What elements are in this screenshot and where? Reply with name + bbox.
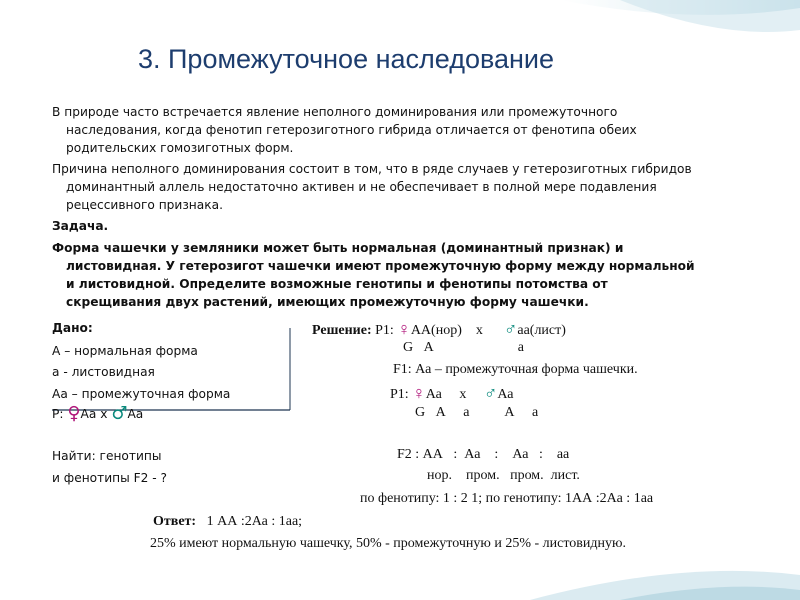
- solution-phen: нор. пром. пром. лист.: [427, 468, 580, 483]
- task-line1: Форма чашечки у земляники может быть нормальная (доминантный признак) и: [52, 241, 624, 255]
- solution-p1: [312, 318, 566, 339]
- find-line2: и фенотипы F2 - ?: [52, 471, 168, 485]
- solution-p1-female: АА(нор): [410, 323, 462, 338]
- para2-line3: рецессивного признака.: [66, 198, 223, 212]
- answer-value: 1 АА :2Аа : 1аа;: [206, 514, 303, 529]
- solution-p1-label: Р1:: [375, 323, 394, 338]
- solution-f1: F1: Аа – промежуточная форма чашечки.: [393, 362, 638, 377]
- given-cross: [52, 404, 143, 423]
- corner-wave-top-2: [620, 0, 800, 32]
- find-line1: Найти: генотипы: [52, 449, 162, 463]
- para1-line2: наследования, когда фенотип гетерозиготного гибрида отличается от фенотипа обеих: [66, 123, 637, 137]
- para1-line3: родительских гомозиготных форм.: [66, 141, 294, 155]
- page-title: 3. Промежуточное наследование: [138, 44, 555, 74]
- solution-p1b: [390, 382, 513, 403]
- solution-g2: G А а А а: [415, 405, 539, 420]
- solution-ratio: по фенотипу: 1 : 2 1; по генотипу: 1АА :2Аа : 1аа: [360, 491, 654, 506]
- given-cross-p: Р:: [52, 407, 64, 421]
- female-icon: ♀: [67, 403, 81, 424]
- task-line3: и листовидной. Определите возможные генотипы и фенотипы потомства от: [66, 277, 608, 291]
- para1-line1: В природе часто встречается явление неполного доминирования или промежуточного: [52, 105, 618, 119]
- male-icon: ♂: [503, 319, 518, 339]
- given-aa-inter: Аа – промежуточная форма: [52, 387, 231, 401]
- solution-label: Решение:: [312, 323, 372, 338]
- solution-p1b-male: Аа: [497, 387, 514, 402]
- answer-label: Ответ:: [153, 514, 197, 529]
- given-cross-aa1: Аа х: [80, 407, 108, 421]
- given-a-normal: А – нормальная форма: [52, 344, 198, 358]
- task-label: Задача.: [52, 219, 109, 233]
- answer-line: [153, 514, 302, 530]
- female-icon: ♀: [397, 319, 411, 339]
- para2-line2: доминантный аллель недостаточно активен и не обеспечивает в полной мере подавления: [66, 180, 657, 194]
- solution-f2: F2 : АА : Аа : Аа : аа: [397, 447, 570, 462]
- solution-p1b-label: Р1:: [390, 387, 409, 402]
- male-icon: ♂: [483, 383, 498, 403]
- female-icon: ♀: [412, 383, 426, 403]
- answer-summary: 25% имеют нормальную чашечку, 50% - промежуточную и 25% - листовидную.: [150, 536, 626, 551]
- solution-p1-x: х: [475, 323, 483, 338]
- para2-line1: Причина неполного доминирования состоит в том, что в ряде случаев у гетерозиготных гибридов: [52, 162, 692, 176]
- task-line2: листовидная. У гетерозигот чашечки имеют промежуточную форму между нормальной: [66, 259, 695, 273]
- solution-p1b-female: Аа: [425, 387, 442, 402]
- task-line4: скрещивания двух растений, имеющих промежуточную форму чашечки.: [66, 295, 589, 309]
- given-cross-aa2: Аа: [127, 407, 144, 421]
- male-icon: ♂: [111, 403, 128, 424]
- given-label: Дано:: [52, 321, 93, 335]
- given-a-leaf: а - листовидная: [52, 365, 155, 379]
- solution-p1b-x: х: [459, 387, 467, 402]
- solution-p1-male: аа(лист): [517, 323, 566, 338]
- solution-g1: G А а: [403, 340, 524, 355]
